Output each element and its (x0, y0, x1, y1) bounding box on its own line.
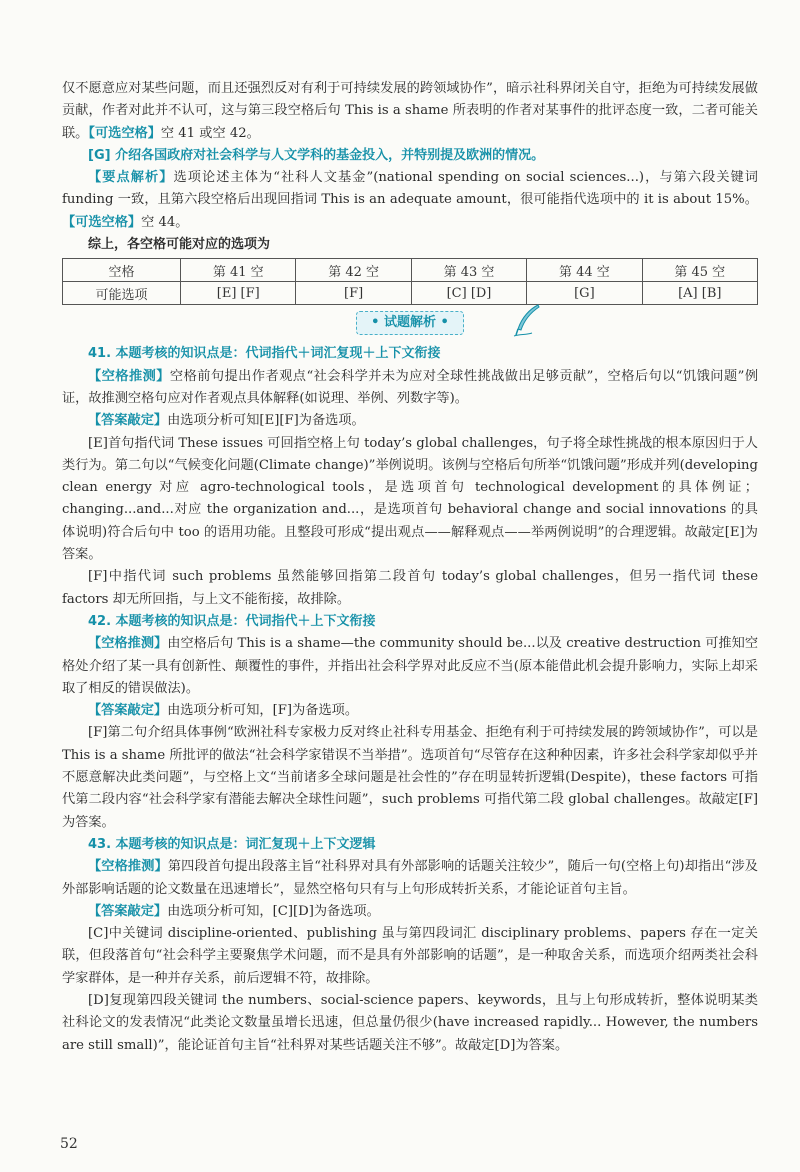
quill-pen-icon (512, 303, 542, 337)
q41-title: 41. 本题考核的知识点是：代词指代＋词汇复现＋上下文衔接 (88, 346, 441, 362)
text: 空格前句提出作者观点“社会科学并未为应对全球性挑战做出足够贡献”，空格后句以“饥饿问题”例证，故推测空格句应对作者观点具体解释(如说理、举例、列数字等)。 (62, 368, 759, 406)
text: 由空格后句 This is a shame—the community should be...以及 creative destruction 可推知空格处介绍了某一具有创新性、颠覆性的事件，并指出社会科学界对此反应不当(原本能借此机会提升影响力，实际上却采取了相反的错误做法)。 (62, 636, 759, 696)
option-g-title: [G] 介绍各国政府对社会科学与人文学科的基金投入，并特别提及欧洲的情况。 (88, 147, 545, 163)
text: 由选项分析可知，[F]为备选项。 (167, 703, 359, 719)
tag-blank-guess: 【空格推测】 (88, 368, 170, 384)
tag-answer-confirm: 【答案敲定】 (88, 413, 168, 429)
q43-title: 43. 本题考核的知识点是：词汇复现＋上下文逻辑 (88, 836, 376, 852)
table-cell: 空格 (63, 259, 181, 282)
q43-answer (62, 901, 758, 923)
content (62, 78, 758, 1057)
q42-option-f: [F]第二句介绍具体事例“欧洲社科专家极力反对终止社科专用基金、拒绝有利于可持续发展的跨领域协作”，可以是 This is a shame 所批评的做法“社会科学家错误不当举措”。选项首句“尽管存在这种种因素，许多社会科学家却似乎并不愿意解决此类问题”，与空格上文“当前诸多全球问题是社会性的”存在明显转折逻辑(Despite)，these factors 可指代第二段内容“社会科学家有潜能去解决全球性问题”，such problems 可指代第二段 global challenges。故敲定[F]为答案。 (62, 725, 758, 830)
text: 第四段首句提出段落主旨“社科界对具有外部影响的话题关注较少”，随后一句(空格上句)却指出“涉及外部影响话题的论文数量在迅速增长”，显然空格句只有与上句形成转折关系，才能论证首句主旨。 (62, 859, 758, 897)
table-cell: 第 42 空 (296, 259, 411, 282)
table-cell: [F] (296, 282, 411, 305)
q41-option-f: [F]中指代词 such problems 虽然能够回指第二段首句 today’s global challenges，但另一指代词 these factors 却无所回指，与上文不能衔接，故排除。 (62, 569, 758, 607)
text: 由选项分析可知，[C][D]为备选项。 (167, 903, 380, 919)
q41-answer (62, 410, 758, 432)
tag-optional-blank: 【可选空格】 (88, 125, 161, 141)
table-cell: 可能选项 (63, 282, 181, 305)
table-header-row (63, 259, 758, 282)
table-row (63, 282, 758, 305)
tag-optional-blank: 【可选空格】 (62, 214, 142, 230)
text: 选项论述主体为“社科人文基金”(national spending on social sciences...)，与第六段关键词 funding 一致，且第六段空格后出现回指词 This is an adequate amount，很可能指代选项中的 it is about 15%。 (62, 170, 758, 208)
q42-answer (62, 700, 758, 722)
text: 由选项分析可知[E][F]为备选项。 (167, 413, 365, 429)
summary-line: 综上，各空格可能对应的选项为 (88, 237, 271, 253)
tag-answer-confirm: 【答案敲定】 (88, 903, 168, 919)
tag-answer-confirm: 【答案敲定】 (88, 703, 168, 719)
option-g-analysis (62, 167, 758, 234)
tag-blank-guess: 【空格推测】 (88, 859, 168, 875)
text: 空 41 或空 42。 (160, 125, 260, 141)
text: 空 44。 (141, 214, 189, 230)
q41-option-e: [E]首句指代词 These issues 可回指空格上句 today’s global challenges，句子将全球性挑战的根本原因归于人类行为。第二句以“气候变化问题(Climate change)”举例说明。该例与空格后句所举“饥饿问题”形成并列(developing clean energy 对应 agro-technological tools，是选项首句 technological development的具体例证；changing...and...对应 the organization and...，是选项首句 behavioral change and social innovations 的具体说明)符合后句中 too 的语用功能。且整段可形成“提出观点——解释观点——举两例说明”的合理逻辑。故敲定[E]为答案。 (62, 435, 758, 563)
q42-title: 42. 本题考核的知识点是：代词指代＋上下文衔接 (88, 613, 376, 629)
table-cell: [G] (527, 282, 642, 305)
q43-option-d: [D]复现第四段关键词 the numbers、social-science papers、keywords，且与上句形成转折，整体说明某类社科论文的发表情况“此类论文数量虽增长迅速，但总量仍很少(have increased rapidly... However, the numbers are still small)”，能论证首句主旨“社科界对某些话题关注不够”。故敲定[D]为答案。 (62, 992, 758, 1053)
tag-blank-guess: 【空格推测】 (88, 636, 168, 652)
banner-label: • 试题解析 • (356, 311, 464, 335)
text: 仅不愿意应对某些问题，而且还强烈反对有利于可持续发展的跨领域协作”，暗示社科界闭关自守，拒绝为可持续发展做贡献，作者对此并不认可，这与第三段空格后句 This is a shame 所表明的作者对某事件的批评态度一致，二者可能关联。 (62, 81, 758, 141)
table-cell: [A] [B] (642, 282, 757, 305)
table-cell: [E] [F] (181, 282, 296, 305)
q43-guess (62, 856, 758, 901)
table-cell: [C] [D] (411, 282, 526, 305)
page-number: 52 (60, 1136, 78, 1152)
table-cell: 第 41 空 (181, 259, 296, 282)
paragraph-intro (62, 78, 758, 145)
tag-key-analysis: 【要点解析】 (88, 170, 174, 186)
q41-guess (62, 366, 758, 411)
q43-option-c: [C]中关键词 discipline-oriented、publishing 虽与第四段词汇 disciplinary problems、papers 存在一定关联，但段落首句“社会科学主要聚焦学术问题，而不是具有外部影响的话题”，是一种取舍关系，而选项介绍两类社会科学家群体，是一种并存关系，前后逻辑不符，故排除。 (62, 926, 758, 986)
table-cell: 第 45 空 (642, 259, 757, 282)
table-cell: 第 44 空 (527, 259, 642, 282)
options-table (62, 258, 758, 305)
table-cell: 第 43 空 (411, 259, 526, 282)
q42-guess (62, 633, 758, 700)
section-banner (62, 311, 758, 339)
